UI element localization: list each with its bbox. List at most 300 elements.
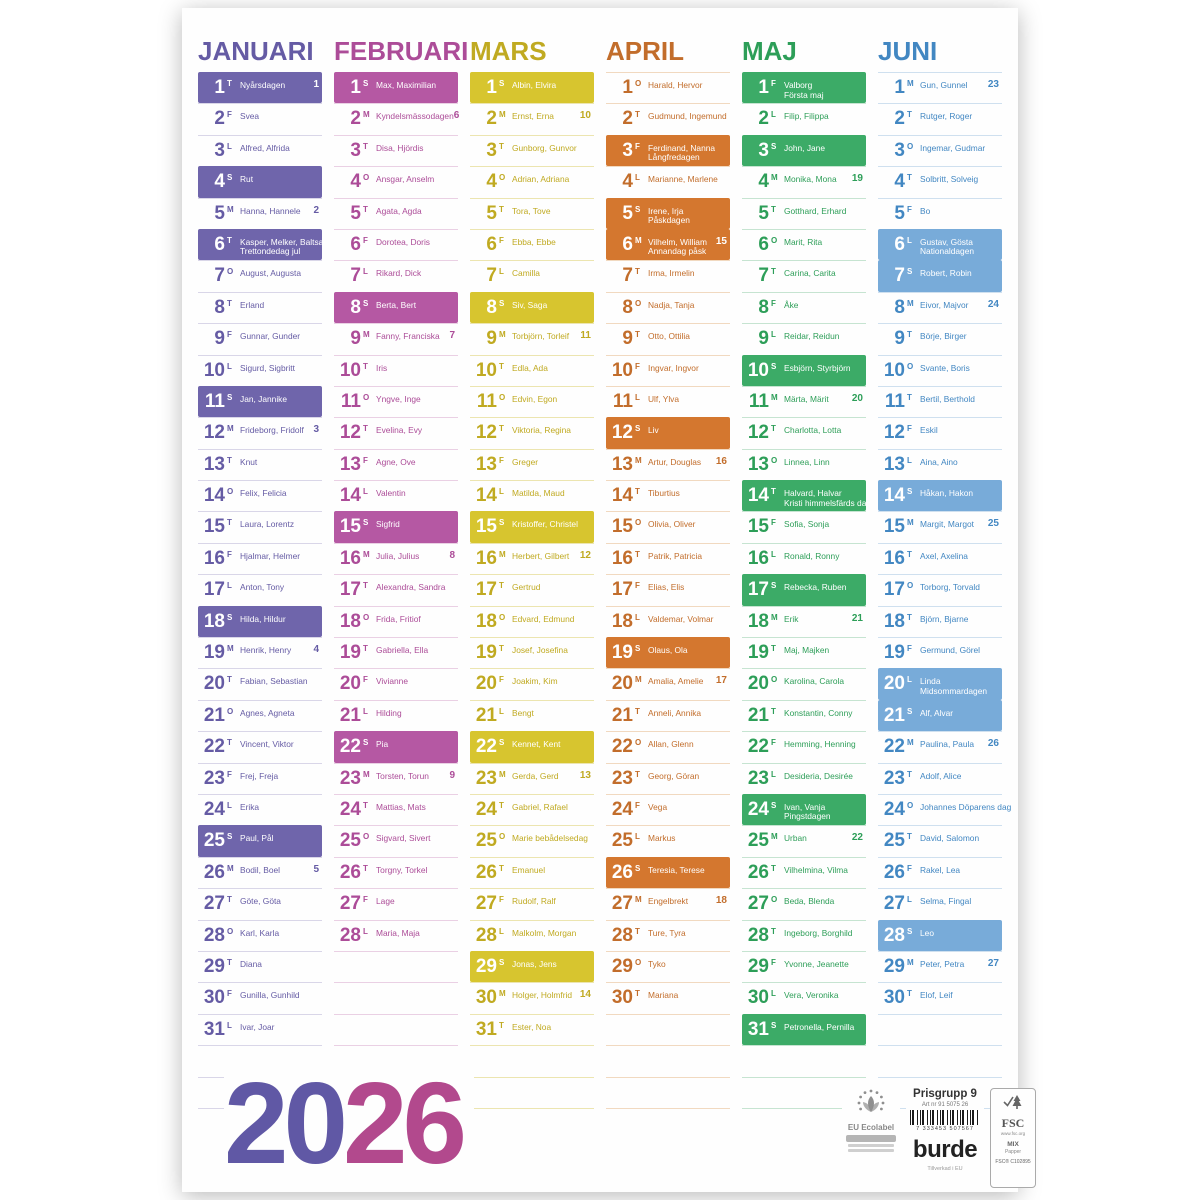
weekday-letter: M [907,957,914,967]
day-number: 19 [747,642,769,664]
weekday-letter: T [227,518,232,528]
name-days [510,929,594,939]
day-row [742,198,866,229]
name-days [374,772,449,782]
weekday-letter: L [363,267,368,277]
name-day-line: Knut [240,456,258,467]
name-day-line: Karl, Karla [240,927,280,938]
weekday-letter: L [227,800,232,810]
day-row [878,574,1002,605]
weekday-letter: S [499,957,505,967]
name-days [374,364,458,374]
day-number: 16 [475,547,497,569]
burde-logo: burde [912,1136,978,1163]
day-number: 25 [883,830,905,852]
name-days [782,269,866,279]
weekday-letter: T [363,141,368,151]
name-day-line: Filip, Filippa [784,111,829,122]
day-row [742,637,866,668]
day-number: 7 [894,265,905,287]
name-day-line: Eskil [920,425,938,436]
name-day-line: Torsten, Torun [376,770,429,781]
name-days [374,489,458,499]
fsc-paper-label: Papper [1004,1149,1022,1155]
day-number: 13 [203,453,225,475]
day-number: 31 [747,1018,769,1040]
day-row [742,417,866,448]
name-day-line: Kristoffer, Christel [512,519,578,530]
barcode-digits: 7 333453 507567 [916,1126,974,1132]
name-day-line: Solbritt, Solveig [920,174,979,185]
day-row [470,606,594,637]
name-day-line: Frideborg, Fridolf [240,425,304,436]
name-day-line: Desideria, Desirée [784,770,853,781]
weekday-letter: L [635,173,640,183]
name-day-line: Alexandra, Sandra [376,582,446,593]
day-number: 17 [747,579,769,601]
week-number: 8 [449,549,455,561]
weekday-letter: M [907,738,914,748]
name-days [510,552,580,562]
name-days [782,489,871,508]
name-day-line: Vera, Veronika [784,990,839,1001]
name-days [374,112,454,122]
name-day-line: Rudolf, Ralf [512,896,556,907]
day-row [606,794,730,825]
name-days [782,772,866,782]
name-day-line: Vega [648,801,668,812]
holiday-name-line: Kristi himmelsfärds dag [784,497,872,508]
weekday-letter: S [499,79,505,88]
name-day-line: John, Jane [784,142,825,153]
name-days [782,175,852,185]
name-day-line: Urban [784,833,807,844]
day-number: 29 [203,955,225,977]
name-day-line: Torbjörn, Torleif [512,331,570,342]
name-day-line: Tora, Tove [512,205,551,216]
name-day-line: Fabian, Sebastian [240,676,308,687]
weekday-letter: M [227,644,234,654]
weekday-letter: L [227,141,232,151]
weekday-letter: T [499,863,504,873]
day-number: 28 [747,924,769,946]
name-days [374,426,458,436]
day-row [606,260,730,291]
name-days [510,991,580,1001]
day-row [606,198,730,229]
day-row [606,135,730,166]
day-row [878,480,1002,511]
day-row [878,825,1002,856]
ecolabel-eu-text: EU [847,1123,859,1132]
name-days [646,144,730,163]
name-days [646,960,730,970]
day-row [742,323,866,354]
name-days [782,301,866,311]
day-number: 17 [883,579,905,601]
week-number: 25 [987,518,999,530]
name-days [918,960,988,970]
name-days [646,897,716,907]
day-number: 19 [611,642,633,664]
name-day-line: Edvard, Edmund [512,613,575,624]
day-number: 11 [340,390,361,412]
weekday-letter: O [227,267,234,277]
name-day-line: Ebba, Ebbe [512,236,556,247]
name-days [782,332,866,342]
name-days [918,489,1002,499]
weekday-letter: L [771,110,776,120]
day-number: 18 [883,610,905,632]
day-number: 14 [883,485,905,507]
weekday-letter: M [771,832,778,842]
name-days [646,364,730,374]
day-row [470,920,594,951]
name-days [918,144,1002,154]
day-number: 9 [622,328,633,350]
name-days [782,929,866,939]
name-day-line: Svante, Boris [920,362,970,373]
day-number: 1 [214,77,225,98]
year-left-digits: 20 [224,1058,344,1188]
weekday-letter: T [227,957,232,967]
day-row [198,982,322,1013]
day-number: 5 [622,202,633,224]
day-number: 21 [747,704,769,726]
day-row [198,1014,322,1045]
name-days [918,238,1002,257]
name-days [918,803,1011,813]
day-number: 30 [203,987,225,1009]
name-day-line: Bo [920,205,931,216]
day-number: 3 [622,139,633,161]
weekday-letter: L [499,926,504,936]
weekday-letter: T [499,141,504,151]
name-days [374,615,458,625]
name-day-line: Olivia, Oliver [648,519,696,530]
name-day-line: Torgny, Torkel [376,864,428,875]
day-number: 12 [611,422,633,444]
day-row [334,386,458,417]
weekday-letter: T [907,769,912,779]
day-number: 14 [747,485,769,507]
day-number: 23 [611,767,633,789]
day-number: 4 [758,171,769,193]
day-row [742,166,866,197]
name-day-line: Maj, Majken [784,645,830,656]
day-number: 15 [339,516,361,538]
name-day-line: Albin, Elvira [512,80,557,90]
name-day-line: Disa, Hjördis [376,142,424,153]
name-days [782,207,866,217]
name-days [374,458,458,468]
week-number: 21 [851,612,863,624]
name-days [510,489,594,499]
weekday-letter: M [363,769,370,779]
day-number: 18 [747,610,769,632]
empty-row [606,1108,730,1139]
name-days [238,991,322,1001]
day-row [470,668,594,699]
name-days [646,677,716,687]
day-row [878,606,1002,637]
day-row [470,260,594,291]
weekday-letter: S [363,298,369,308]
day-number: 28 [203,924,225,946]
week-number: 12 [579,549,591,561]
day-row [606,982,730,1013]
day-number: 14 [475,485,497,507]
day-row [742,292,866,323]
name-days [238,332,322,342]
name-days [918,740,988,750]
day-number: 17 [475,579,497,601]
day-number: 3 [758,139,769,161]
weekday-letter: F [499,235,504,245]
day-row [878,386,1002,417]
day-number: 22 [747,736,769,758]
name-day-line: Hilding [376,707,402,718]
day-row [334,103,458,134]
day-number: 14 [611,485,633,507]
weekday-letter: S [771,141,777,151]
months-grid [198,8,1012,1139]
name-days [918,991,1002,1001]
day-row [334,355,458,386]
day-number: 17 [203,579,225,601]
name-days [238,301,322,311]
name-day-line: Frida, Fritiof [376,613,421,624]
weekday-letter: L [227,361,232,371]
name-days [646,991,730,1001]
name-days [918,364,1002,374]
weekday-letter: T [227,235,232,245]
day-row [606,229,730,260]
weekday-letter: O [771,235,778,245]
empty-row [334,1014,458,1045]
name-day-line: David, Salomon [920,833,980,844]
day-number: 17 [611,579,633,601]
name-day-line: Valdemar, Volmar [648,613,714,624]
weekday-letter: O [635,738,642,748]
name-days [238,552,322,562]
weekday-letter: T [499,1020,504,1030]
name-days [918,772,1002,782]
weekday-letter: M [771,173,778,183]
name-day-line: Olaus, Ola [648,645,688,656]
day-row [334,825,458,856]
name-days [238,520,322,530]
name-day-line: Edvin, Egon [512,393,558,404]
day-number: 10 [203,359,225,381]
weekday-letter: T [635,267,640,277]
name-days [510,364,594,374]
name-day-line: Jonas, Jens [512,958,557,969]
name-days [646,740,730,750]
name-day-line: Marianne, Marlene [648,174,718,185]
name-day-line: Erland [240,299,265,310]
name-day-line: Siv, Saga [512,299,548,310]
name-day-line: Valborg [784,80,813,90]
day-row [878,511,1002,542]
day-row [198,543,322,574]
weekday-letter: O [635,518,642,528]
name-day-line: Irene, Irja [648,205,684,216]
day-row [198,825,322,856]
day-number: 16 [883,547,905,569]
day-number: 20 [475,673,497,695]
day-row [334,417,458,448]
day-row [334,700,458,731]
day-number: 15 [203,516,225,538]
name-day-line: Liv [648,425,659,436]
name-days [374,866,458,876]
weekday-letter: S [635,204,641,214]
name-days [646,520,730,530]
name-day-line: Ulf, Ylva [648,393,680,404]
weekday-letter: O [635,957,642,967]
day-number: 26 [475,861,497,883]
weekday-letter: O [771,895,778,905]
weekday-letter: T [635,706,640,716]
weekday-letter: T [499,644,504,654]
name-day-line: Rakel, Lea [920,864,961,875]
weekday-letter: T [227,738,232,748]
name-days [238,426,313,436]
week-number: 19 [851,173,863,185]
weekday-letter: F [907,204,912,214]
name-day-line: Leo [920,927,934,938]
name-days [646,395,730,405]
weekday-letter: T [363,800,368,810]
weekday-letter: S [771,361,777,371]
name-days [238,929,322,939]
weekday-letter: L [907,455,912,465]
day-row [878,198,1002,229]
day-row [198,292,322,323]
weekday-letter: T [635,989,640,999]
day-row [198,480,322,511]
name-days [782,426,866,436]
barcode [910,1110,980,1125]
day-row [470,417,594,448]
day-number: 8 [214,296,225,318]
day-row [334,543,458,574]
weekday-letter: F [771,957,776,967]
weekday-letter: S [227,612,233,622]
day-number: 11 [612,390,633,412]
day-number: 26 [339,861,361,883]
holiday-name-line: Påskdagen [648,215,690,226]
day-row [606,825,730,856]
name-days [646,332,730,342]
day-row [878,292,1002,323]
name-days [510,834,594,844]
name-days [646,426,730,436]
name-days [374,175,458,185]
day-row [742,229,866,260]
weekday-letter: T [363,863,368,873]
empty-row [334,982,458,1013]
name-days [782,583,866,593]
day-number: 6 [350,233,361,255]
day-row [742,606,866,637]
name-days [510,144,594,154]
day-row [198,637,322,668]
day-row [878,637,1002,668]
empty-row [606,1077,730,1108]
weekday-letter: S [499,738,505,748]
name-day-line: Axel, Axelina [920,550,968,561]
weekday-letter: T [635,549,640,559]
day-row [878,323,1002,354]
name-day-line: Dorotea, Doris [376,236,430,247]
name-days [510,175,594,185]
day-row [470,511,594,542]
name-days [646,583,730,593]
name-day-line: Vivianne [376,676,408,687]
name-days [646,866,730,876]
name-days [510,709,594,719]
name-day-line: Frej, Freja [240,770,279,781]
weekday-letter: S [227,392,233,402]
day-row [742,951,866,982]
day-row [878,700,1002,731]
name-day-line: Harald, Hervor [648,80,703,90]
day-row [470,637,594,668]
day-row [334,480,458,511]
day-row [742,794,866,825]
name-day-line: Rikard, Dick [376,268,422,279]
day-number: 20 [883,673,905,695]
week-number: 2 [313,204,319,216]
name-days [782,960,866,970]
name-days [374,552,449,562]
day-row [878,920,1002,951]
name-day-line: Otto, Ottilia [648,331,690,342]
name-days [510,772,580,782]
ecolabel-licence-bar [846,1135,896,1142]
day-number: 23 [339,767,361,789]
day-number: 10 [883,359,905,381]
day-number: 23 [475,767,497,789]
name-days [374,332,449,342]
day-number: 23 [747,767,769,789]
day-number: 26 [611,861,633,883]
day-row [606,543,730,574]
name-day-line: Germund, Görel [920,645,981,656]
name-day-line: August, Augusta [240,268,301,279]
name-days [510,458,594,468]
weekday-letter: M [499,330,506,340]
day-row [606,449,730,480]
weekday-letter: S [907,706,913,716]
weekday-letter: S [771,1020,777,1030]
day-number: 2 [350,108,361,130]
day-row [198,920,322,951]
weekday-letter: O [227,487,234,497]
day-number: 25 [611,830,633,852]
day-number: 29 [475,955,497,977]
name-days [374,144,458,154]
day-row [878,355,1002,386]
day-number: 1 [758,77,769,98]
weekday-letter: O [907,581,914,591]
week-number: 26 [987,738,999,750]
day-row [470,449,594,480]
day-row [606,574,730,605]
name-day-line: Diana [240,958,262,969]
